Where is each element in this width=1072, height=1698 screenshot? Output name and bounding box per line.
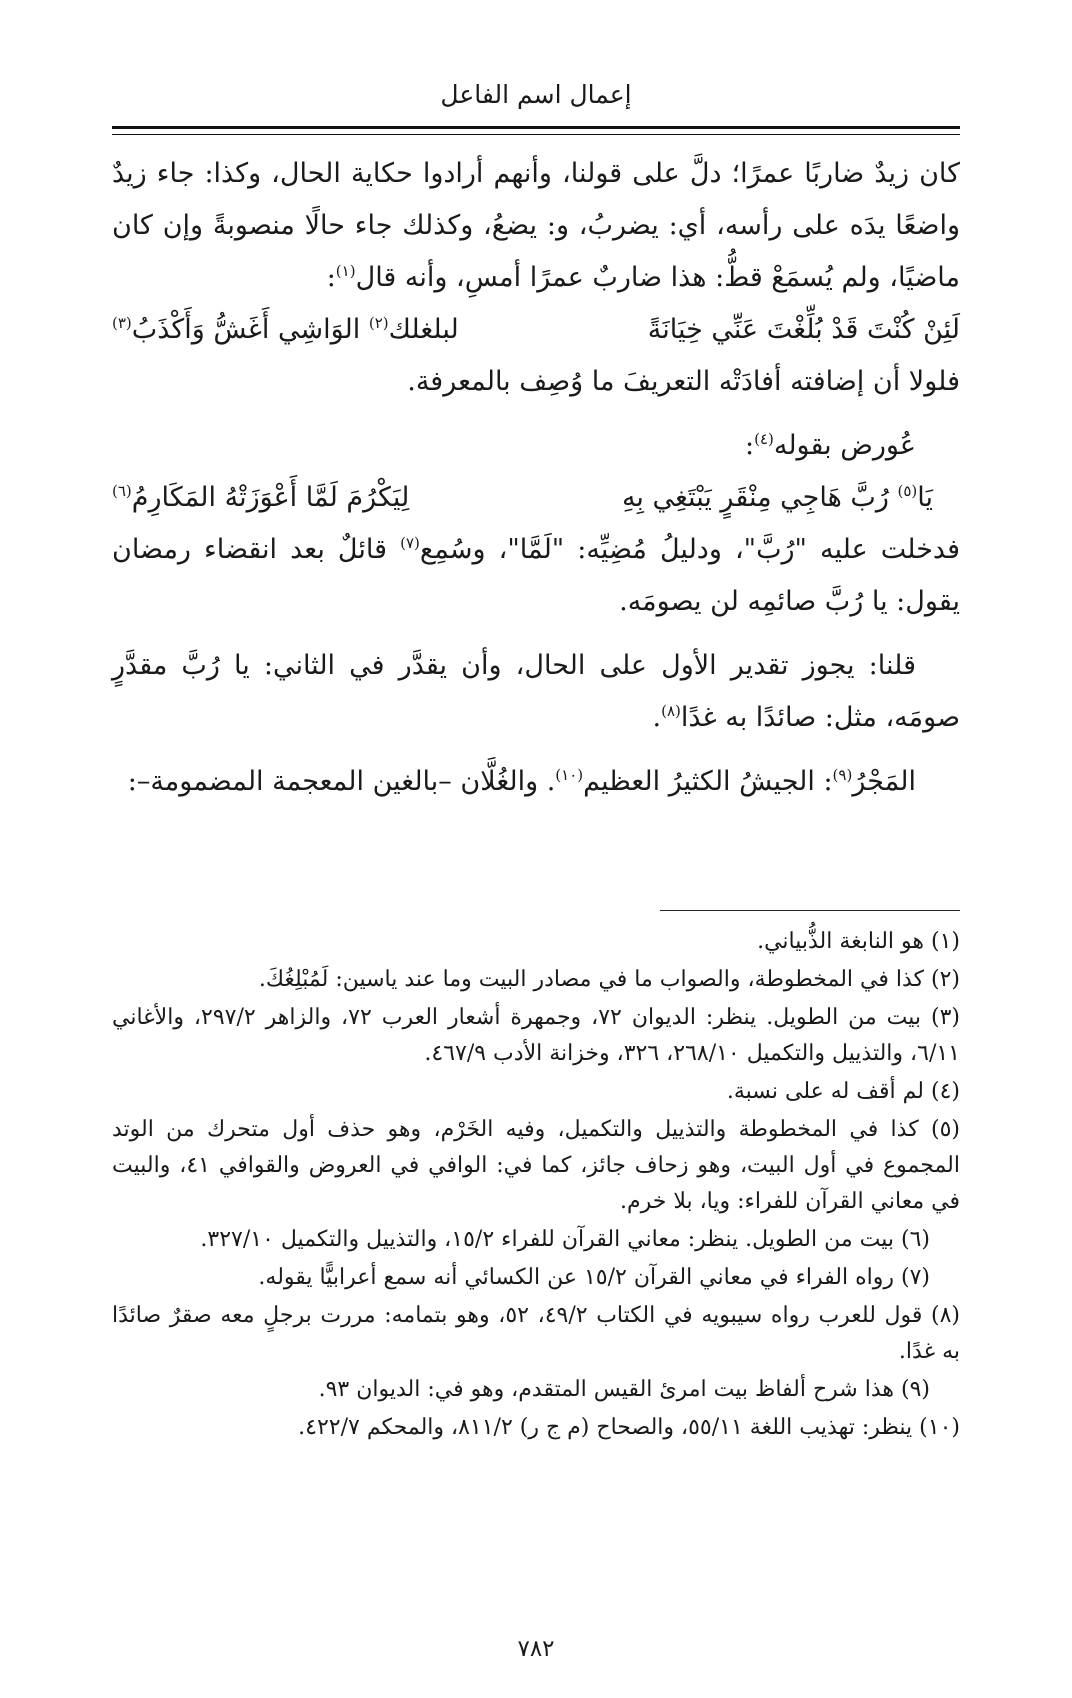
footnote-ref[interactable]: (٥) (897, 482, 918, 500)
footnote-separator (660, 910, 960, 911)
footnotes (112, 924, 960, 1448)
paragraph-6: المَجْرُ$^{(٩)}$: الجيشُ الكثيرُ العظيم$^{(١٠)}$. والغُلَّان –بالغين المعجمة المضمومة–: (127, 766, 916, 797)
footnote-ref[interactable]: (٨) (661, 702, 681, 720)
verse-2-second-hemistich: لِيَكْرُمَ لَمَّا أَعْوَزَتْهُ المَكَارِمُ$^{(٦)}$ (112, 482, 410, 513)
header-rule-thin (112, 134, 960, 135)
verse-1 (112, 304, 960, 356)
paragraph-4: فدخلت عليه "رُبَّ"، ودليلُ مُضِيِّه: "لَمَّا"، وسُمِع$^{(٧)}$ قائلٌ بعد انقضاء رمضان يقول: يا رُبَّ صائمِه لن يصومَه. (112, 534, 960, 617)
footnote-ref[interactable]: (٢) (368, 314, 389, 332)
footnote-ref[interactable]: (٣) (112, 314, 132, 332)
main-text (112, 148, 960, 808)
footnote-3: (٣) بيت من الطويل. ينظر: الديوان ٧٢، وجمهرة أشعار العرب ٧٢، والزاهر ٢٩٧/٢، والأغاني ٦/١١، والتذييل والتكميل ٢٦٨/١٠، ٣٢٦، وخزانة الأدب ٤٦٧/٩. (112, 1005, 960, 1066)
footnote-ref[interactable]: (٤) (754, 430, 774, 448)
paragraph-2: فلولا أن إضافته أفادَتْه التعريفَ ما وُصِف بالمعرفة. (407, 366, 960, 397)
footnote-ref[interactable]: (٦) (112, 482, 132, 500)
footnote-2: (٢) كذا في المخطوطة، والصواب ما في مصادر البيت وما عند ياسين: لَمُبْلِغُكَ. (258, 967, 960, 992)
verse-1-second-hemistich: لبلغلك$^{(٢)}$ الوَاشِي أَغَشُّ وَأَكْذَبُ$^{(٣)}$ (112, 314, 459, 345)
footnote-7: (٧) رواه الفراء في معاني القرآن ١٥/٢ عن الكسائي أنه سمع أعرابيًّا يقوله. (258, 1265, 930, 1290)
footnote-9: (٩) هذا شرح ألفاظ بيت امرئ القيس المتقدم، وهو في: الديوان ٩٣. (318, 1377, 930, 1402)
footnote-8: (٨) قول للعرب رواه سيبويه في الكتاب ٤٩/٢، ٥٢، وهو بتمامه: مررت برجلٍ معه صقرٌ صائدًا به غدًا. (112, 1303, 961, 1364)
footnote-ref[interactable]: (٩) (832, 766, 853, 784)
footnote-5: (٥) كذا في المخطوطة والتذييل والتكميل، وفيه الخَرْم، وهو حذف أول متحرك من الوتد المجموع في أول البيت، وهو زحاف جائز، كما في: الوافي في العروض والقوافي ٤١، والبيت في معاني القرآن للفراء: ويا، بلا خرم. (112, 1117, 960, 1214)
verse-1-first-hemistich: لَئِنْ كُنْتَ قَدْ بُلِّغْتَ عَنِّي خِيَانَةً (647, 314, 960, 345)
running-header: إعمال اسم الفاعل (440, 80, 632, 109)
verse-2-first-hemistich: يَا$^{(٥)}$ رُبَّ هَاجِي مِنْقَرٍ يَبْتَغِي بِهِ (621, 482, 933, 513)
footnote-ref[interactable]: (١) (335, 262, 356, 280)
footnote-10: (١٠) ينظر: تهذيب اللغة ٥٥/١١، والصحاح (م ج ر) ٨١١/٢، والمحكم ٤٢٢/٧. (298, 1415, 960, 1440)
verse-2 (112, 472, 960, 524)
paragraph-1: كان زيدٌ ضاربًا عمرًا؛ دلَّ على قولنا، وأنهم أرادوا حكاية الحال، وكذا: جاء زيدٌ واضعًا يدَه على رأسه، أي: يضربُ، و: يضعُ، وكذلك جاء حالًا منصوبةً وإن كان ماضيًا، ولم يُسمَعْ قطُّ: هذا ضاربٌ عمرًا أمسِ، وأنه قال$^{(١)}$: (112, 158, 960, 293)
footnote-1: (١) هو النابغة الذُّبياني. (757, 929, 960, 954)
footnote-ref[interactable]: (١٠) (555, 766, 584, 784)
footnote-ref[interactable]: (٧) (400, 534, 420, 552)
header-rule-thick (112, 126, 960, 129)
paragraph-3: عُورض بقوله$^{(٤)}$: (744, 430, 916, 461)
page-number: ٧٨٢ (517, 1636, 555, 1662)
footnote-6: (٦) بيت من الطويل. ينظر: معاني القرآن للفراء ١٥/٢، والتذييل والتكميل ٣٢٧/١٠. (200, 1227, 930, 1252)
paragraph-5: قلنا: يجوز تقدير الأول على الحال، وأن يقدَّر في الثاني: يا رُبَّ مقدَّرٍ صومَه، مثل: صائدًا به غدًا$^{(٨)}$. (112, 650, 960, 733)
footnote-4: (٤) لم أقف له على نسبة. (726, 1079, 960, 1104)
